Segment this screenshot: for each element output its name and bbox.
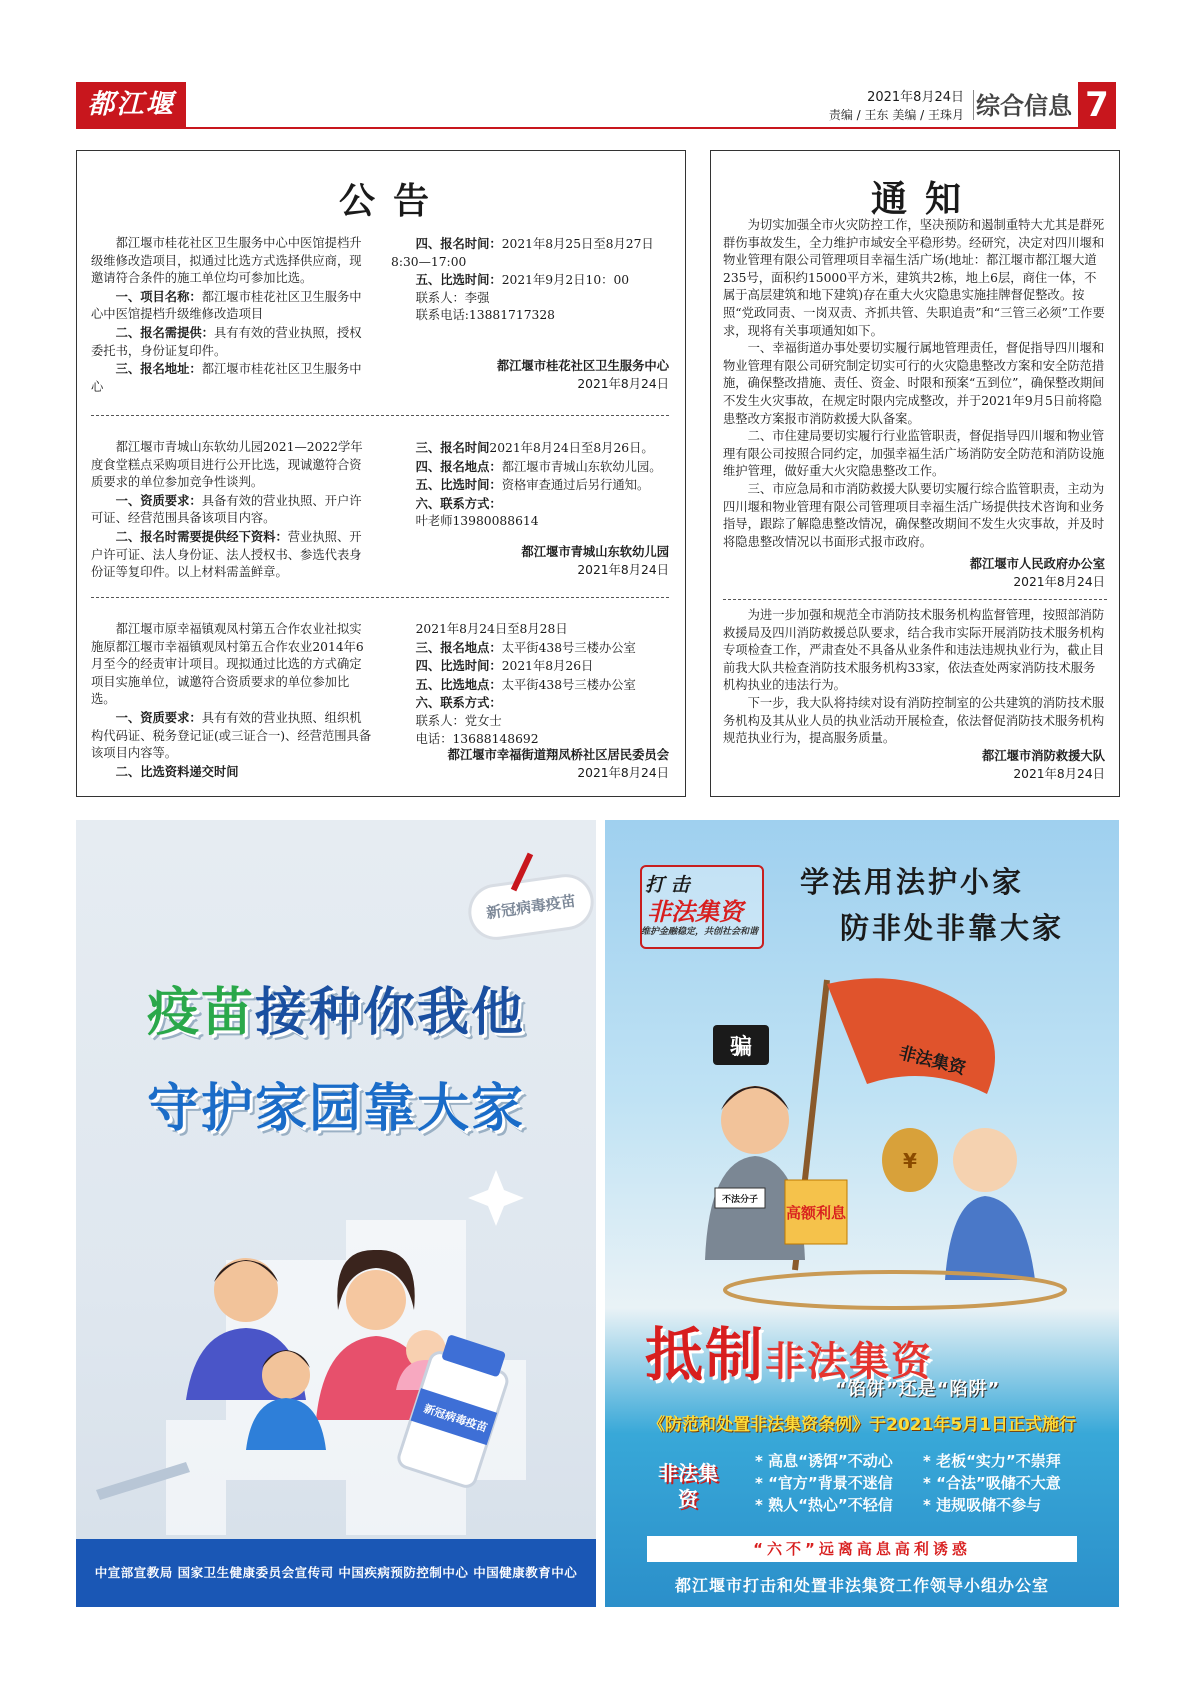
item-heading: 四、报名时间： bbox=[415, 236, 502, 251]
item-heading: 六、联系方式： bbox=[415, 695, 502, 711]
tip-item: * 违规吸储不参与 bbox=[923, 1496, 1042, 1514]
announcement-2-col1 bbox=[91, 439, 373, 582]
newspaper-logo: 都江堰報 bbox=[76, 82, 186, 128]
contact-person: 联系人：党女士 bbox=[415, 713, 502, 728]
item-text: 2021年9月2日10：00 bbox=[501, 273, 630, 288]
vaccine-headline-green: 疫苗 bbox=[146, 983, 255, 1043]
mother-face bbox=[346, 1270, 406, 1330]
vaccine-headline-2: 守护家园靠大家 bbox=[146, 1079, 525, 1139]
editors-credit: 责编 / 王东 美编 / 王珠月 bbox=[828, 108, 964, 122]
issue-date: 2021年8月24日 bbox=[577, 563, 669, 577]
announcement-2-col2 bbox=[391, 439, 673, 531]
item-heading: 六、联系方式： bbox=[415, 495, 502, 511]
announcement-2-signature bbox=[521, 543, 669, 579]
notice-title: 通知 bbox=[871, 178, 980, 220]
issuer: 都江堰市青城山东软幼儿园 bbox=[521, 545, 669, 559]
father-face bbox=[214, 1258, 278, 1322]
family-illustration bbox=[76, 1150, 596, 1535]
announcement-3-col2 bbox=[391, 621, 673, 748]
elder-face bbox=[953, 1128, 1017, 1192]
illegal-fundraising-flag bbox=[827, 978, 995, 1094]
item-text: 具有有效的营业执照，授权委托书，身份证复印件。 bbox=[91, 325, 362, 358]
tip-item: * 高息“诱饵”不动心 bbox=[755, 1452, 893, 1470]
vaccine-sponsors: 中宣部宣教局 国家卫生健康委员会宣传司 中国疾病预防控制中心 中国健康教育中心 bbox=[76, 1539, 596, 1607]
campaign-logo-main: 非法集资 bbox=[647, 898, 743, 926]
tip-item: * 熟人“热心”不轻信 bbox=[755, 1496, 893, 1514]
section-divider bbox=[91, 597, 669, 598]
item-text: 太平街438号三楼办公室 bbox=[501, 640, 636, 655]
issuer: 都江堰市消防救援大队 bbox=[982, 749, 1105, 763]
notice-box bbox=[710, 150, 1120, 797]
section-name: 综合信息 bbox=[976, 92, 1072, 120]
item-text: 具有有效的营业执照、组织机构代码证、税务登记证(或三证合一)、经营范围具备该项目内容等。 bbox=[91, 710, 372, 761]
item-text: 2021年8月24日至8月28日 bbox=[415, 622, 568, 636]
vaccine-badge: 新冠病毒疫苗 bbox=[468, 874, 594, 940]
item-heading: 四、报名地点： bbox=[415, 458, 502, 474]
vaccine-poster bbox=[76, 820, 596, 1607]
header-rule bbox=[76, 127, 1116, 129]
notice-signature bbox=[970, 555, 1105, 591]
item-heading: 五、比选时间： bbox=[415, 272, 502, 288]
rope-trap bbox=[725, 1272, 1065, 1308]
item-heading: 一、项目名称： bbox=[115, 288, 202, 304]
issuer: 都江堰市人民政府办公室 bbox=[969, 557, 1105, 571]
item-text: 2021年8月26日 bbox=[501, 659, 594, 674]
notice-paragraph: 为进一步加强和规范全市消防技术服务机构监督管理，按照部消防救援局及四川消防救援总队要求，结合我市实际开展消防技术服务机构专项检查工作，严肃查处不具备从业条件和违法违规执业行为，截止目前我大队共检查消防技术服务机构33家，依法查处两家消防技术服务机构执业的违法行为。 bbox=[723, 608, 1105, 693]
item-text: 太平街438号三楼办公室 bbox=[501, 677, 636, 692]
issue-date: 2021年8月24日 bbox=[1013, 575, 1105, 589]
tip-item: * 老板“实力”不崇拜 bbox=[923, 1452, 1061, 1470]
flag-text: 非法集资 bbox=[896, 1043, 968, 1080]
cheat-sign-text: 骗 bbox=[729, 1035, 753, 1060]
item-text: 具备有效的营业执照、开户许可证、经营范围具备该项目内容。 bbox=[91, 493, 362, 526]
item-text: 营业执照、开户许可证、法人身份证、法人授权书、参选代表身份证等复印件。以上材料需盖鲜章。 bbox=[91, 529, 362, 580]
issue-date: 2021年8月24日 bbox=[577, 766, 669, 780]
issue-date: 2021年8月24日 bbox=[1013, 767, 1105, 781]
section-divider bbox=[723, 599, 1107, 600]
issuer: 都江堰市幸福街道翔凤桥社区居民委员会 bbox=[447, 748, 669, 762]
item-text: 都江堰市青城山东软幼儿园。 bbox=[501, 459, 662, 474]
item-text: 都江堰市桂花社区卫生服务中心中医馆提档升级维修改造项目 bbox=[91, 289, 362, 322]
sparkle-icon bbox=[468, 1170, 524, 1226]
announcement-2-intro: 都江堰市青城山东软幼儿园2021—2022学年度食堂糕点采购项目进行公开比选，现诚邀符合资质要求的单位参加竞争性谈判。 bbox=[91, 440, 363, 490]
item-heading: 五、比选地点： bbox=[415, 676, 502, 692]
tip-item: * “合法”吸储不大意 bbox=[923, 1474, 1061, 1492]
regulation-notice: 《防范和处置非法集资条例》于2021年5月1日正式施行 bbox=[648, 1415, 1076, 1435]
announcement-3-intro: 都江堰市原幸福镇观凤村第五合作农业社拟实施原都江堰市幸福镇观凤村第五合作农业2014年6月至今的经责审计项目。现拟通过比选的方式确定项目实施单位，诚邀符合资质要求的单位参加比选。 bbox=[91, 622, 364, 707]
announcement-1-intro: 都江堰市桂花社区卫生服务中心中医馆提档升级维修改造项目，拟通过比选方式选择供应商，现邀请符合条件的施工单位均可参加比选。 bbox=[91, 236, 362, 286]
fraudster-label-text: 不法分子 bbox=[721, 1195, 759, 1205]
item-heading: 五、比选时间： bbox=[415, 477, 502, 493]
header-divider bbox=[973, 90, 974, 120]
item-heading: 三、报名时间 bbox=[415, 440, 490, 455]
item-heading: 三、报名地址： bbox=[115, 361, 202, 377]
announcement-box bbox=[76, 150, 686, 797]
six-nos-banner: “六不”远离高息高利诱惑 bbox=[647, 1536, 1077, 1562]
fire-notice-signature bbox=[982, 747, 1105, 783]
announcement-1-col2 bbox=[391, 235, 673, 325]
issuer: 都江堰市桂花社区卫生服务中心 bbox=[496, 359, 669, 373]
high-interest-board-text: 高额利息 bbox=[785, 1204, 847, 1222]
headline-sub: 非法集资 bbox=[765, 1339, 934, 1385]
contact-phone: 联系电话:13881717328 bbox=[415, 308, 555, 323]
announcement-1-signature bbox=[497, 357, 669, 393]
headline-main: 抵制 bbox=[645, 1321, 766, 1389]
item-text: 2021年8月25日至8月27日8:30—17:00 bbox=[391, 237, 654, 269]
announcement-title: 公告 bbox=[339, 180, 448, 222]
notice-paragraph: 下一步，我大队将持续对设有消防控制室的公共建筑的消防技术服务机构及其从业人员的执业活动开展检查，依法督促消防技术服务机构规范执业行为，提高服务质量。 bbox=[723, 695, 1105, 746]
pie-or-trap: “馅饼”还是“陷阱” bbox=[835, 1379, 1001, 1400]
item-text: 2021年8月24日至8月26日。 bbox=[489, 441, 654, 455]
cartoon-illustration bbox=[605, 940, 1119, 1310]
vaccine-headline-blue: 接种你我他 bbox=[255, 983, 526, 1043]
slogan-line-2: 防非处非靠大家 bbox=[840, 911, 1065, 945]
fire-notice-body bbox=[723, 607, 1107, 748]
item-heading: 一、资质要求： bbox=[115, 709, 202, 725]
item-heading: 二、报名需提供： bbox=[115, 324, 214, 340]
issuing-office: 都江堰市打击和处置非法集资工作领导小组办公室 bbox=[674, 1576, 1049, 1595]
campaign-logo-top: 打 击 bbox=[645, 874, 690, 896]
campaign-logo-subtitle: 维护金融稳定，共创社会和谐 bbox=[641, 927, 759, 937]
issue-date: 2021年8月24日 bbox=[867, 90, 964, 105]
notice-paragraph: 一、幸福街道办事处要切实履行属地管理责任，督促指导四川堰和物业管理有限公司研究制定切实可行的火灾隐患整改方案和安全防范措施，确保整改措施、责任、资金、时限和预案“五到位”，确保整改期间不发生火灾事故，在规定时限内完成整改，并于2021年9月5日前将隐患整改方案报市消防救援大队备案。 bbox=[723, 341, 1105, 426]
illegal-fundraising-badge: 非法集资 bbox=[658, 1461, 718, 1511]
item-text: 都江堰市桂花社区卫生服务中心 bbox=[91, 362, 362, 394]
announcement-3-col1 bbox=[91, 621, 373, 781]
yuan-icon: ¥ bbox=[903, 1149, 917, 1173]
item-heading: 四、比选时间： bbox=[415, 658, 502, 674]
item-heading: 一、资质要求： bbox=[115, 492, 202, 508]
contact-person: 叶老师13980088614 bbox=[415, 514, 539, 529]
notice-paragraph: 二、市住建局要切实履行行业监管职责，督促指导四川堰和物业管理有限公司按照合同约定，加强幸福生活广场消防安全防范和消防设施维护管理，做好重大火灾隐患整改工作。 bbox=[723, 429, 1105, 479]
section-divider bbox=[91, 415, 669, 416]
announcement-1-col1 bbox=[91, 235, 373, 396]
slogan-line-1: 学法用法护小家 bbox=[800, 865, 1025, 899]
item-heading: 三、报名地点： bbox=[415, 639, 502, 655]
notice-paragraph: 三、市应急局和市消防救援大队要切实履行综合监管职责，主动为四川堰和物业管理有限公司管理项目幸福生活广场提供技术咨询和业务指导，跟踪了解隐患整改情况，确保整改期间不发生火灾事故，并及时将隐患整改情况以书面形式报市政府。 bbox=[723, 481, 1105, 549]
bottle-label-text: 新冠病毒疫苗 bbox=[422, 1402, 489, 1435]
announcement-3-signature bbox=[448, 746, 669, 782]
masthead bbox=[76, 82, 1116, 166]
anti-fraud-poster bbox=[605, 820, 1119, 1607]
item-text: 资格审查通过后另行通知。 bbox=[501, 478, 650, 493]
page-number: 7 bbox=[1078, 82, 1116, 128]
tip-item: * “官方”背景不迷信 bbox=[755, 1474, 893, 1492]
item-heading: 二、报名时需要提供经下资料： bbox=[115, 528, 288, 544]
notice-paragraph: 为切实加强全市火灾防控工作，坚决预防和遏制重特大尤其是群死群伤事故发生，全力维护市域安全平稳形势。经研究，决定对四川堰和物业管理有限公司管理项目幸福生活广场(地址：都江堰市都江堰大道235号，面积约15000平方米，建筑共2栋，地上6层，商住一体，不属于高层建筑和地下建筑)存在重大火灾隐患实施挂牌督促整改。按照“党政同责、一岗双责、齐抓共管、失职追责”和“三管三必须”工作要求，现将有关事项通知如下。 bbox=[723, 218, 1105, 338]
notice-body bbox=[723, 217, 1107, 551]
issue-date: 2021年8月24日 bbox=[577, 377, 669, 391]
elder-clothes bbox=[945, 1196, 1035, 1280]
contact-person: 联系人：李强 bbox=[415, 290, 490, 305]
vaccine-headline-1 bbox=[76, 970, 596, 1045]
contact-phone: 电话：13688148692 bbox=[415, 731, 539, 746]
item-heading: 二、比选资料递交时间 bbox=[115, 763, 239, 779]
